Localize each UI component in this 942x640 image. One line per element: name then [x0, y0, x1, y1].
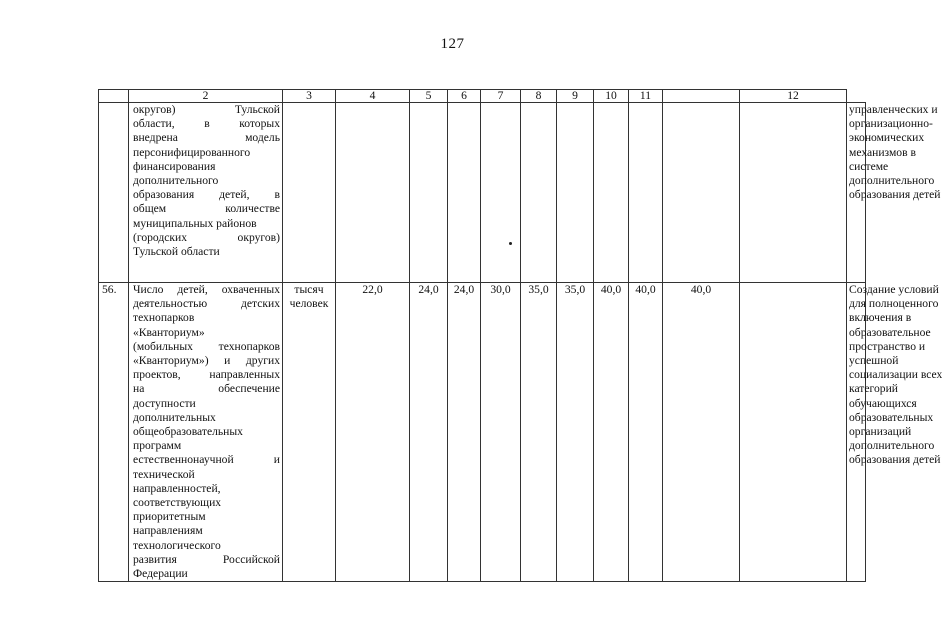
unit-line: человек [289, 297, 329, 311]
header-cell: 6 [448, 90, 481, 103]
value-cell [336, 103, 410, 283]
name-line: муниципальных районов [133, 216, 257, 230]
result-line: Создание условий [849, 283, 939, 296]
result-line: успешной [849, 354, 899, 368]
name-line: внедрена модель [133, 131, 280, 145]
expected-result [847, 103, 941, 283]
name-line: «Кванториум» [133, 325, 205, 339]
result-line: категорий [849, 382, 898, 396]
result-line: пространство и [849, 339, 926, 353]
indicator-name [129, 103, 283, 283]
value-cell [410, 103, 448, 283]
result-line: дополнительного [849, 439, 935, 453]
value-cell [481, 103, 521, 283]
value-cell: 35,0 [557, 283, 594, 582]
name-line: направленностей, [133, 481, 221, 495]
page-number: 127 [440, 36, 465, 52]
header-cell: 3 [283, 90, 336, 103]
name-line: (городских округов) [133, 230, 280, 244]
header-cell: 2 [129, 90, 283, 103]
result-line: образования детей [849, 188, 941, 202]
name-line: деятельностью детских [133, 297, 280, 311]
result-line: механизмов в [849, 145, 916, 159]
header-cell-num [99, 90, 129, 103]
name-line: (мобильных технопарков [133, 339, 280, 353]
name-line: персонифицированного [133, 145, 251, 159]
name-line: образования детей, в [133, 188, 280, 202]
header-cell: 9 [557, 90, 594, 103]
name-line: Тульской области [133, 245, 220, 259]
result-line: образовательных [849, 410, 934, 424]
name-line: общем количестве [133, 202, 280, 216]
result-line: включения в [849, 311, 912, 325]
unit-of-measure [283, 103, 336, 283]
result-line: образовательное [849, 325, 931, 339]
indicators-table [98, 89, 942, 582]
value-cell [521, 103, 557, 283]
table-row [99, 103, 866, 283]
name-line: финансирования [133, 159, 216, 173]
indicator-name [129, 283, 283, 582]
name-line: технической [133, 467, 195, 481]
result-line: управленческих и [849, 103, 938, 116]
value-cell [557, 103, 594, 283]
header-cell: 7 [481, 90, 521, 103]
unit-of-measure [283, 283, 336, 582]
result-line: экономических [849, 131, 925, 145]
name-line: Число детей, охваченных [133, 283, 280, 296]
name-line: проектов, направленных [133, 368, 280, 382]
result-line: образования детей [849, 453, 941, 467]
name-line: доступности [133, 396, 196, 410]
header-row [99, 90, 866, 103]
result-line: дополнительного [849, 174, 935, 188]
unit-line: тысяч [294, 283, 324, 296]
value-cell [740, 283, 847, 582]
value-cell: 24,0 [410, 283, 448, 582]
scan-dot [509, 242, 512, 245]
result-line: организаций [849, 425, 912, 439]
name-line: развития Российской [133, 552, 280, 566]
value-cell: 24,0 [448, 283, 481, 582]
row-number: 56. [99, 283, 129, 582]
value-cell [594, 103, 629, 283]
name-line: области, в которых [133, 117, 280, 131]
value-cell: 30,0 [481, 283, 521, 582]
header-cell: 10 [594, 90, 629, 103]
value-cell [448, 103, 481, 283]
name-line: округов) Тульской [133, 103, 280, 116]
expected-result [847, 283, 942, 582]
row-number [99, 103, 129, 283]
value-cell: 22,0 [336, 283, 410, 582]
result-line: социализации всех [849, 368, 942, 382]
name-line: дополнительного [133, 174, 219, 188]
result-line: системе [849, 159, 889, 173]
name-line: приоритетным [133, 510, 206, 524]
header-cell: 4 [336, 90, 410, 103]
header-cell: 12 [740, 90, 847, 103]
header-cell: 11 [629, 90, 663, 103]
name-line: технопарков [133, 311, 195, 325]
header-cell: 8 [521, 90, 557, 103]
value-cell [629, 103, 663, 283]
value-cell [663, 103, 740, 283]
name-line: общеобразовательных [133, 425, 243, 439]
name-line: естественнонаучной и [133, 453, 280, 467]
name-line: направлениям [133, 524, 203, 538]
header-cell: 5 [410, 90, 448, 103]
header-cell [663, 90, 740, 103]
value-cell: 40,0 [663, 283, 740, 582]
name-line: на обеспечение [133, 382, 280, 396]
value-cell: 35,0 [521, 283, 557, 582]
value-cell: 40,0 [629, 283, 663, 582]
name-line: технологического [133, 538, 221, 552]
name-line: Федерации [133, 567, 188, 581]
table-body [99, 103, 942, 582]
result-line: организационно- [849, 117, 933, 131]
result-line: для полноценного [849, 297, 939, 311]
result-line: обучающихся [849, 396, 917, 410]
name-line: дополнительных [133, 410, 216, 424]
name-line: программ [133, 439, 182, 453]
name-line: соответствующих [133, 496, 222, 510]
table-row [99, 283, 866, 582]
value-cell: 40,0 [594, 283, 629, 582]
name-line: «Кванториум») и других [133, 354, 280, 368]
value-cell [740, 103, 847, 283]
